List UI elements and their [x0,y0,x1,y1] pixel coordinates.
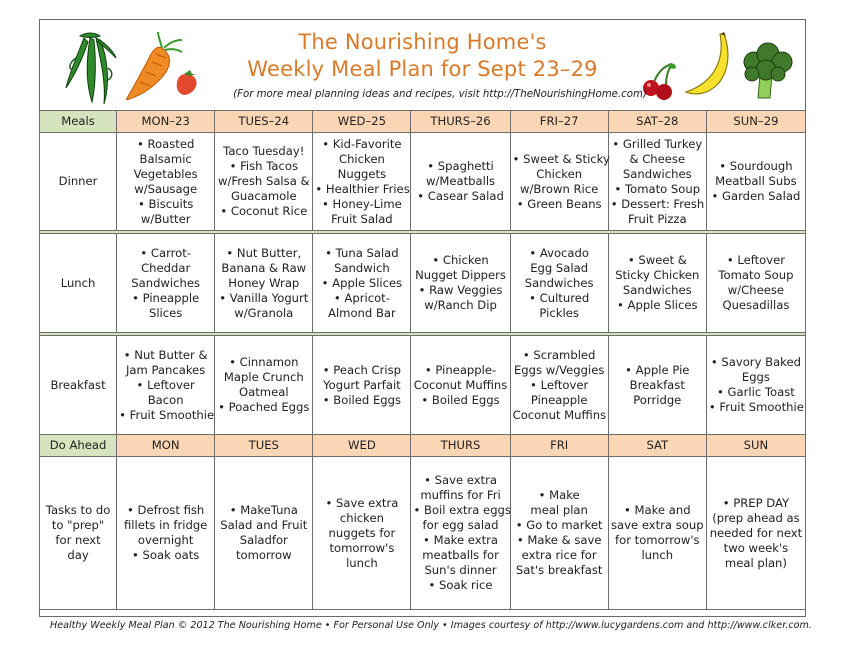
day-header: SUN–29 [706,111,805,133]
meal-item-line: Taco Tuesday! [223,144,305,158]
meal-item-line: w/Meatballs [425,174,496,188]
meal-cell [117,336,215,435]
do-ahead-day-header: FRI [510,435,608,457]
row-label: Breakfast [40,336,117,435]
meal-item-line: • Tuna Salad [325,245,399,260]
meal-item-line: Chicken [536,166,583,181]
task-line: chicken [339,510,384,525]
meal-item-line: Almond Bar [328,305,396,320]
meal-item-line: Eggs w/Veggies [513,362,605,377]
task-line: tomorrow's [329,540,395,555]
day-header: FRI–27 [510,111,608,133]
meal-item-line: Pickles [539,305,579,320]
task-line: fillets in fridge [123,518,208,532]
meal-item-line: • Green Beans [516,196,602,211]
task-line: muffins for Fri [420,488,501,502]
do-ahead-day-header: SUN [706,435,805,457]
task-cell [411,457,510,610]
meal-item-line: Chicken [338,151,385,166]
meal-item-line: Tomato Soup [718,268,794,282]
meals-header: Meals [40,111,117,133]
do-ahead-day-header: MON [117,435,215,457]
meal-item-line: • Avocado [529,245,589,260]
do-ahead-row [40,457,806,610]
meal-item-line: • Raw Veggies [418,283,503,297]
meal-item-line: • Garden Salad [711,189,801,203]
task-cell [215,457,313,610]
meal-item-line: • Fish Tacos [229,159,298,173]
day-header: THURS–26 [411,111,510,133]
meal-item-line: Pineapple [530,392,588,407]
task-line: extra rice for [521,548,597,562]
task-line: overnight [137,533,194,547]
meal-item-line: • Garlic Toast [717,385,795,399]
do-ahead-header: Do Ahead [40,435,117,457]
task-line: • Save extra [424,473,497,487]
meal-item-line: Sandwiches [622,166,692,181]
meal-item-line: • Casear Salad [417,189,504,203]
meal-item-line: • Coconut Rice [220,204,308,218]
day-header: WED–25 [313,111,411,133]
meal-item-line: • Nut Butter & [123,347,208,362]
do-ahead-label [40,457,117,610]
meal-item-line: • Savory Baked [710,355,801,369]
meal-row-dinner [40,133,806,231]
meal-item-line: Vegetables [133,166,198,181]
label-line: to "prep" [51,518,105,532]
meal-item-line: w/Cheese [727,283,785,297]
meal-item-line: w/Fresh Salsa & [218,174,310,188]
meal-item-line: Porridge [633,392,682,407]
meal-plan-page [39,19,806,617]
meal-item-line: Jam Pancakes [125,362,206,377]
meal-item-line: Nugget Dippers [415,268,506,282]
meal-cell [608,336,706,435]
meal-item-line: • Nut Butter, [226,245,302,260]
meal-item-line: w/Butter [140,211,191,226]
day-header: MON–23 [117,111,215,133]
meal-item-line: Quesadillas [722,298,790,312]
task-line: • PREP DAY [722,495,790,510]
meal-item-line: Fruit Salad [331,211,393,226]
meal-row-lunch [40,234,806,333]
meal-cell [510,133,608,231]
task-line: lunch [346,555,378,570]
meal-item-line: • Grilled Turkey [612,136,703,151]
meal-item-line: Sandwiches [622,283,692,297]
task-line: tomorrow [235,548,292,562]
meal-item-line: Yogurt Parfait [323,377,401,392]
task-line: nuggets for [328,525,396,540]
label-line: Tasks to do [45,503,111,517]
meal-item-line: Honey Wrap [228,275,300,290]
meal-item-line: • Kid-Favorite [322,136,402,151]
meal-cell [313,234,411,333]
task-line: Sun's dinner [424,563,497,577]
task-line: • Soak oats [132,548,200,562]
task-line: • Make & save [516,533,602,547]
meal-cell [313,133,411,231]
meal-item-line: • Boiled Eggs [322,392,402,407]
meal-item-line: Meatball Subs [715,174,797,188]
meal-cell [411,336,510,435]
task-cell [608,457,706,610]
meal-cell [510,336,608,435]
meal-cell [215,133,313,231]
task-line: • Make and [624,503,691,517]
header-banner [40,20,805,111]
meal-item-line: • Chicken [432,253,489,267]
task-line: • Soak rice [428,578,493,592]
meal-item-line: Guacamole [230,189,297,203]
meal-item-line: • Cinnamon [229,355,299,369]
meal-cell [215,234,313,333]
meal-cell [117,234,215,333]
meal-item-line: Sandwich [334,260,390,275]
task-line: • Boil extra eggs [413,503,511,517]
do-ahead-day-header: WED [313,435,411,457]
meal-item-line: • Apple Slices [617,298,698,312]
meal-item-line: Fruit Pizza [627,211,687,226]
meal-item-line: • Sweet & Sticky [512,151,610,166]
meal-row-breakfast [40,336,806,435]
task-line: needed for next [709,525,803,540]
task-line: • Defrost fish [127,503,205,517]
meal-item-line: Sandwiches [524,275,594,290]
task-line: • Save extra [325,495,399,510]
meal-item-line: Cheddar [141,260,191,275]
meal-item-line: Breakfast [629,377,685,392]
task-line: for tomorrow's [615,533,700,547]
meal-cell [411,133,510,231]
meal-cell [215,336,313,435]
task-line: save extra soup [611,518,704,532]
page-title-line1: The Nourishing Home's [298,30,547,54]
do-ahead-day-header: SAT [608,435,706,457]
meal-item-line: Sticky Chicken [615,268,700,282]
meal-cell [706,133,805,231]
task-cell [313,457,411,610]
task-cell [510,457,608,610]
task-cell [706,457,805,610]
meal-item-line: • Pineapple- [424,362,497,377]
meal-item-line: Nuggets [337,166,387,181]
meal-item-line: • Vanilla Yogurt [219,290,309,305]
meal-item-line: • Biscuits [138,196,194,211]
meal-cell [411,234,510,333]
meal-item-line: Coconut Muffins [512,407,607,422]
meal-item-line: • Carrot- [140,245,191,260]
meal-item-line: Sandwiches [131,275,201,290]
task-line: • Go to market [515,518,603,532]
meal-item-line: • Spaghetti [427,159,494,173]
meal-plan-table [39,110,806,610]
day-header: SAT–28 [608,111,706,133]
meal-cell [313,336,411,435]
meal-item-line: • Dessert: Fresh [610,196,705,211]
task-cell [117,457,215,610]
meal-item-line: Coconut Muffins [413,377,508,392]
meal-item-line: Eggs [741,370,770,384]
meal-item-line: • Fruit Smoothie [708,400,804,414]
meal-item-line: • Leftover [530,377,589,392]
meal-item-line: Banana & Raw [221,260,307,275]
meal-item-line: • Leftover [136,377,195,392]
meal-item-line: • Tomato Soup [614,181,701,196]
meal-item-line: • Apricot- [333,290,390,305]
meal-item-line: • Boiled Eggs [421,392,500,407]
task-line: • Make extra [423,533,499,547]
row-label: Dinner [40,133,117,231]
meal-item-line: • Honey-Lime [322,196,402,211]
task-line: Sat's breakfast [515,563,603,577]
meal-item-line: • Roasted [136,136,195,151]
task-line: meal plan [530,503,588,517]
task-line: • MakeTuna [229,503,298,517]
task-line: meatballs for [422,548,499,562]
header-row [40,111,806,133]
page-title-line2: Weekly Meal Plan for Sept 23–29 [247,57,598,81]
meal-cell [706,234,805,333]
meal-item-line: • Poached Eggs [218,400,310,414]
footer-credits: Healthy Weekly Meal Plan © 2012 The Nourishing Home • For Personal Use Only • Images courtesy of http://www.lucygardens.com and http://www.clker.com. [50,620,812,631]
task-line: (prep ahead as [712,510,800,525]
meal-cell [706,336,805,435]
task-line: lunch [641,548,674,562]
meal-cell [608,234,706,333]
meal-item-line: Balsamic [139,151,192,166]
meal-item-line: • Pineapple [132,290,200,305]
do-ahead-day-header: TUES [215,435,313,457]
meal-cell [117,133,215,231]
meal-item-line: Slices [148,305,183,320]
meal-item-line: • Peach Crisp [322,362,402,377]
meal-item-line: • Apple Pie [625,362,690,377]
do-ahead-header-row [40,435,806,457]
meal-cell [510,234,608,333]
meal-item-line: Bacon [147,392,184,407]
meal-item-line: • Scrambled [522,347,596,362]
meal-cell [608,133,706,231]
meal-item-line: • Sourdough [719,159,793,173]
task-line: Salad and Fruit [220,518,308,532]
do-ahead-day-header: THURS [411,435,510,457]
meal-item-line: w/Brown Rice [520,181,599,196]
meal-item-line: w/Granola [234,305,294,320]
meal-item-line: w/Ranch Dip [424,298,497,312]
meal-item-line: & Cheese [629,151,686,166]
page-subtitle: (For more meal planning ideas and recipes, visit http://TheNourishingHome.com) [233,89,647,100]
meal-item-line: • Cultured [529,290,590,305]
task-line: • Make [538,488,580,502]
label-line: for next [55,533,101,547]
task-line: meal plan) [724,555,787,570]
day-header: TUES–24 [215,111,313,133]
meal-item-line: • Sweet & [627,253,687,267]
meal-item-line: • Leftover [726,253,786,267]
label-line: day [67,548,89,562]
task-line: two week's [723,540,789,555]
meal-item-line: • Fruit Smoothie [119,407,215,422]
meal-item-line: • Apple Slices [321,275,403,290]
meal-item-line: Oatmeal [239,385,289,399]
meal-item-line: Egg Salad [530,260,589,275]
task-line: for egg salad [422,518,499,532]
meal-item-line: Maple Crunch [223,370,304,384]
row-label: Lunch [40,234,117,333]
meal-item-line: w/Sausage [134,181,198,196]
meal-item-line: • Healthier Fries [315,181,410,196]
task-line: Saladfor [239,533,288,547]
